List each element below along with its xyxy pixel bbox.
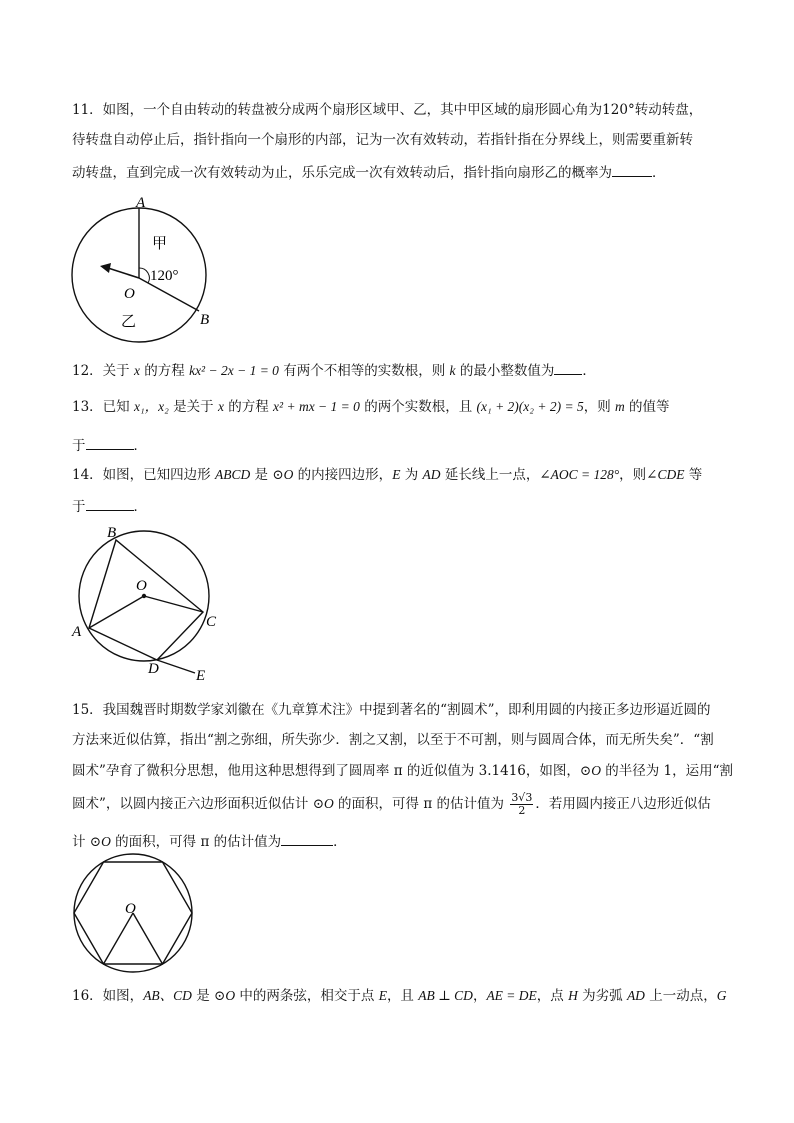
label-b: B	[200, 312, 210, 328]
q16-equality: AE = DE	[486, 988, 537, 1003]
label-o: O	[125, 901, 136, 917]
label-c: C	[206, 614, 217, 630]
label-jia: 甲	[152, 236, 168, 252]
q14-text-mid2: 的内接四边形，	[293, 467, 393, 483]
q16-var-o: O	[225, 988, 236, 1003]
label-yi: 乙	[121, 314, 137, 330]
q15-line-4-pre: 圆术”，以圆内接正六边形面积近似估计 ⊙	[72, 796, 325, 812]
q13-text-mid2: 的方程	[223, 399, 274, 415]
fraction-numerator: 3√3	[511, 791, 533, 804]
q12-var-x: x	[133, 363, 140, 378]
q14-abcd: ABCD	[214, 467, 251, 482]
q13-vars: x₁，x₂	[133, 399, 169, 414]
q14-text-mid3: 为	[400, 467, 423, 483]
label-d: D	[148, 661, 159, 677]
q13-var-x: x	[217, 399, 224, 414]
q16-arc-ad: AD	[626, 988, 645, 1003]
q16-var-h: H	[568, 988, 578, 1003]
fraction-denominator: 2	[518, 804, 526, 817]
q13-condition: (x₁ + 2)(x₂ + 2) = 5	[476, 399, 584, 414]
q11-line-3-text: 动转盘，直到完成一次有效转动为止，乐乐完成一次有效转动后，指针指向扇形乙的概率为	[72, 165, 612, 181]
label-b: B	[107, 525, 117, 541]
q15-line-2: 方法来近似估算，指出“割之弥细，所失弥少．割之又割，以至于不可割，则与圆周合体，而无所失矣”．“割	[72, 732, 714, 748]
q16-var-g: G	[716, 988, 727, 1003]
q15-var-o: O	[591, 763, 601, 778]
q12-text-end: ．	[582, 363, 596, 379]
q15-line-4-post: ．若用圆内接正八边形近似估	[535, 796, 711, 812]
q13-equation: x² + mx − 1 = 0	[273, 399, 360, 414]
q15-line-3-post: 的半径为 1，运用“割	[600, 763, 734, 779]
q13-line-2-end: ．	[133, 438, 147, 454]
q13-text-mid3: 的两个实数根，且	[359, 399, 477, 415]
q15-line-4-mid: 的面积，可得 π 的估计值为	[333, 796, 509, 812]
q11-line-3-end: ．	[652, 165, 666, 181]
q13-var-m: m	[615, 399, 625, 414]
q16-perpendicular: AB ⊥ CD	[418, 988, 473, 1003]
q16-text-mid1: 是 ⊙	[191, 988, 226, 1004]
q16-text-mid2: 中的两条弦，相交于点	[235, 988, 379, 1004]
label-angle: 120°	[150, 268, 179, 284]
q14-var-o: O	[283, 467, 294, 482]
q12-text-post: 的最小整数值为	[455, 363, 555, 379]
q16-line-1	[72, 987, 726, 1005]
q14-angle-cde: ∠CDE	[646, 467, 685, 482]
label-o: O	[136, 578, 147, 594]
q15-var-o: O	[324, 796, 334, 811]
label-o: O	[124, 286, 135, 302]
q12-equation: kx² − 2x − 1 = 0	[189, 363, 279, 378]
q12-var-k: k	[449, 363, 456, 378]
q13-text-pre: 13．已知	[72, 399, 134, 415]
q16-text-mid3: ，且	[386, 988, 419, 1004]
q13-text-post: 的值等	[624, 399, 670, 415]
q15-line-5-post: 的面积，可得 π 的估计值为	[110, 834, 282, 850]
q12-text-pre: 12．关于	[72, 363, 134, 379]
q14-ad: AD	[422, 467, 441, 482]
q13-line-2-pre: 于	[72, 438, 86, 454]
label-a: A	[72, 624, 82, 640]
q16-chords: AB、CD	[143, 988, 192, 1003]
q13-text-mid4: ，则	[583, 399, 615, 415]
q15-var-o: O	[101, 834, 111, 849]
q13-text-mid1: 是关于	[168, 399, 218, 415]
q16-text-mid5: ，点	[536, 988, 569, 1004]
q14-var-e: E	[392, 467, 401, 482]
label-e: E	[196, 668, 206, 684]
q12-text-mid1: 的方程	[139, 363, 190, 379]
q14-line-2-pre: 于	[72, 499, 86, 515]
radius-right	[133, 913, 163, 964]
q16-text-mid4: ，	[472, 988, 487, 1004]
q14-text-mid5: ，则	[619, 467, 647, 483]
q15-line-3-pre: 圆术”孕育了微积分思想，他用这种思想得到了圆周率 π 的近似值为 3.1416，如图，⊙	[72, 763, 592, 779]
q14-angle-aoc: ∠AOC = 128°	[539, 467, 620, 482]
q16-text-pre: 16．如图，	[72, 988, 144, 1004]
q16-var-e: E	[378, 988, 387, 1003]
q12-text-mid2: 有两个不相等的实数根，则	[278, 363, 450, 379]
label-a: A	[136, 195, 146, 211]
q15-line-5-end: ．	[333, 834, 347, 850]
q14-line-2-end: ．	[133, 499, 147, 515]
q15-line-5-pre: 计 ⊙	[72, 834, 102, 850]
q11-line-2: 待转盘自动停止后，指针指向一个扇形的内部，记为一次有效转动，若指针指在分界线上，则需要重新转	[72, 132, 693, 148]
q14-text-post: 等	[684, 467, 703, 483]
q11-line-1: 11．如图，一个自由转动的转盘被分成两个扇形区域甲、乙，其中甲区域的扇形圆心角为120°转动转盘，	[72, 102, 703, 118]
q14-text-mid4: 延长线上一点，	[440, 467, 540, 483]
q16-text-mid6: 为劣弧	[577, 988, 627, 1004]
q14-text-pre: 14．如图，已知四边形	[72, 467, 215, 483]
radius-left	[104, 913, 134, 964]
q15-line-1: 15．我国魏晋时期数学家刘徽在《九章算术注》中提到著名的“割圆术”，即利用圆的内接正多边形逼近圆的	[72, 702, 711, 718]
q14-text-mid1: 是 ⊙	[250, 467, 284, 483]
q16-text-mid7: 上一动点，	[644, 988, 717, 1004]
